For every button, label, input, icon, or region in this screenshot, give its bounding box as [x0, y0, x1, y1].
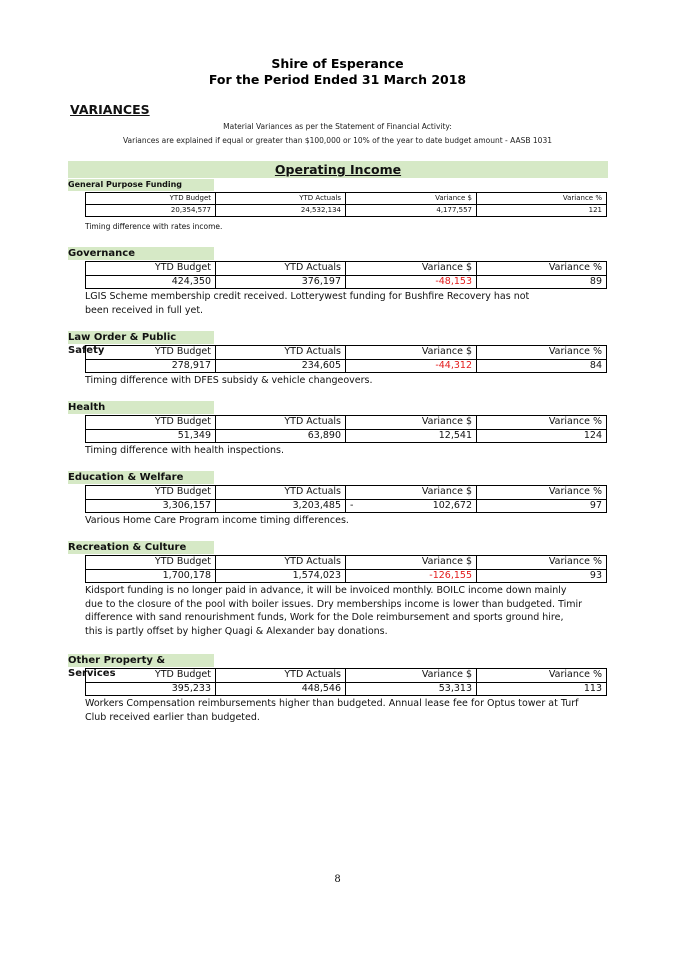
col-header-ytd-actuals: YTD Actuals: [216, 262, 346, 276]
variance-dollar-value: 12,541: [346, 429, 477, 443]
note-other-property-services: Workers Compensation reimbursements higher than budgeted. Annual lease fee for Optus tower at Turf Club received earlier than budgeted.: [85, 698, 579, 723]
table-header-row: [86, 416, 607, 430]
col-header-variance-percent: Variance %: [477, 346, 607, 360]
col-header-ytd-budget: YTD Budget: [86, 346, 216, 360]
variance-percent-value: 113: [477, 682, 607, 696]
col-header-ytd-actuals: YTD Actuals: [216, 193, 346, 205]
col-header-ytd-actuals: YTD Actuals: [216, 669, 346, 683]
variance-table-governance: [85, 261, 607, 289]
col-header-variance-percent: Variance %: [477, 669, 607, 683]
variances-intro-line-2: Variances are explained if equal or greater than $100,000 or 10% of the year to date budget amount - AASB 1031: [122, 136, 552, 145]
table-row: [86, 275, 607, 289]
variance-table-other-property-services: [85, 668, 607, 696]
ytd-budget-value: 424,350: [86, 275, 216, 289]
col-header-ytd-budget: YTD Budget: [86, 556, 216, 570]
col-header-ytd-budget: YTD Budget: [86, 486, 216, 500]
ytd-actuals-value: 63,890: [216, 429, 346, 443]
category-heading-health: Health: [68, 401, 214, 414]
variance-percent-value: 121: [477, 205, 607, 217]
col-header-variance-dollar: Variance $: [346, 416, 477, 430]
col-header-variance-percent: Variance %: [477, 262, 607, 276]
ytd-budget-value: 278,917: [86, 359, 216, 373]
col-header-variance-percent: Variance %: [477, 486, 607, 500]
ytd-budget-value: 1,700,178: [86, 569, 216, 583]
col-header-variance-dollar: Variance $: [346, 262, 477, 276]
table-header-row: [86, 486, 607, 500]
document-title: Shire of Esperance: [271, 56, 404, 71]
ytd-actuals-value: 3,203,485: [216, 499, 346, 513]
col-header-ytd-budget: YTD Budget: [86, 669, 216, 683]
col-header-ytd-budget: YTD Budget: [86, 416, 216, 430]
col-header-variance-dollar: Variance $: [346, 556, 477, 570]
dash-mark: -: [350, 499, 354, 511]
variance-dollar-value: -126,155: [346, 569, 477, 583]
col-header-variance-dollar: Variance $: [346, 346, 477, 360]
variances-intro-line-1: Material Variances as per the Statement of Financial Activity:: [223, 122, 452, 131]
variance-percent-value: 89: [477, 275, 607, 289]
variance-table-health: [85, 415, 607, 443]
note-general-purpose-funding: Timing difference with rates income.: [85, 222, 223, 231]
ytd-budget-value: 3,306,157: [86, 499, 216, 513]
table-row: [86, 682, 607, 696]
col-header-ytd-budget: YTD Budget: [86, 193, 216, 205]
ytd-actuals-value: 24,532,134: [216, 205, 346, 217]
ytd-budget-value: 51,349: [86, 429, 216, 443]
variance-dollar-value: 102,672: [432, 499, 472, 511]
col-header-ytd-actuals: YTD Actuals: [216, 346, 346, 360]
note-law-order-public-safety: Timing difference with DFES subsidy & vehicle changeovers.: [85, 375, 373, 386]
col-header-variance-percent: Variance %: [477, 193, 607, 205]
variance-dollar-value: 53,313: [346, 682, 477, 696]
page-number: 8: [334, 874, 341, 885]
col-header-ytd-budget: YTD Budget: [86, 262, 216, 276]
ytd-actuals-value: 234,605: [216, 359, 346, 373]
variance-percent-value: 84: [477, 359, 607, 373]
ytd-actuals-value: 448,546: [216, 682, 346, 696]
table-row: [86, 429, 607, 443]
variance-table-recreation-culture: [85, 555, 607, 583]
table-header-row: [86, 262, 607, 276]
col-header-variance-percent: Variance %: [477, 416, 607, 430]
col-header-ytd-actuals: YTD Actuals: [216, 556, 346, 570]
table-header-row: [86, 193, 607, 205]
category-heading-general-purpose-funding: General Purpose Funding: [68, 179, 214, 191]
note-education-welfare: Various Home Care Program income timing differences.: [85, 515, 349, 526]
category-heading-other-property-services: Other Property & Services: [68, 654, 214, 667]
col-header-variance-dollar: Variance $: [346, 193, 477, 205]
ytd-actuals-value: 1,574,023: [216, 569, 346, 583]
variance-table-law-order-public-safety: [85, 345, 607, 373]
variance-percent-value: 93: [477, 569, 607, 583]
ytd-actuals-value: 376,197: [216, 275, 346, 289]
table-row: [86, 569, 607, 583]
document-period: For the Period Ended 31 March 2018: [208, 72, 467, 87]
table-row: [86, 205, 607, 217]
variance-table-general-purpose-funding: [85, 192, 607, 217]
table-header-row: [86, 669, 607, 683]
variance-dollar-value: -48,153: [346, 275, 477, 289]
category-heading-governance: Governance: [68, 247, 214, 260]
note-health: Timing difference with health inspections.: [85, 445, 284, 456]
variance-dollar-value: -44,312: [346, 359, 477, 373]
table-row: [86, 359, 607, 373]
section-title: Operating Income: [274, 162, 402, 177]
category-heading-education-welfare: Education & Welfare: [68, 471, 214, 484]
category-heading-recreation-culture: Recreation & Culture: [68, 541, 214, 554]
table-header-row: [86, 346, 607, 360]
table-header-row: [86, 556, 607, 570]
variance-percent-value: 124: [477, 429, 607, 443]
variance-percent-value: 97: [477, 499, 607, 513]
category-heading-law-order-public-safety: Law Order & Public Safety: [68, 331, 214, 344]
table-row: [86, 499, 607, 513]
ytd-budget-value: 20,354,577: [86, 205, 216, 217]
variance-table-education-welfare: [85, 485, 607, 513]
note-governance: LGIS Scheme membership credit received. Lotterywest funding for Bushfire Recovery has not been received in full yet.: [85, 291, 530, 316]
col-header-variance-percent: Variance %: [477, 556, 607, 570]
col-header-ytd-actuals: YTD Actuals: [216, 416, 346, 430]
variances-heading: VARIANCES: [70, 102, 150, 117]
variance-dollar-cell: [346, 499, 477, 513]
variance-dollar-value: 4,177,557: [346, 205, 477, 217]
col-header-ytd-actuals: YTD Actuals: [216, 486, 346, 500]
col-header-variance-dollar: Variance $: [346, 669, 477, 683]
note-recreation-culture: Kidsport funding is no longer paid in advance, it will be invoiced monthly. BOILC income down mainly due to the closure of the pool with boiler issues. Dry memberships income is lower than budgeted. Timir difference with sand renourishment funds, Work for the Dole reimbursement and sports ground hire, this is partly offset by higher Quagi & Alexander bay donations.: [85, 585, 583, 637]
ytd-budget-value: 395,233: [86, 682, 216, 696]
col-header-variance-dollar: Variance $: [346, 486, 477, 500]
